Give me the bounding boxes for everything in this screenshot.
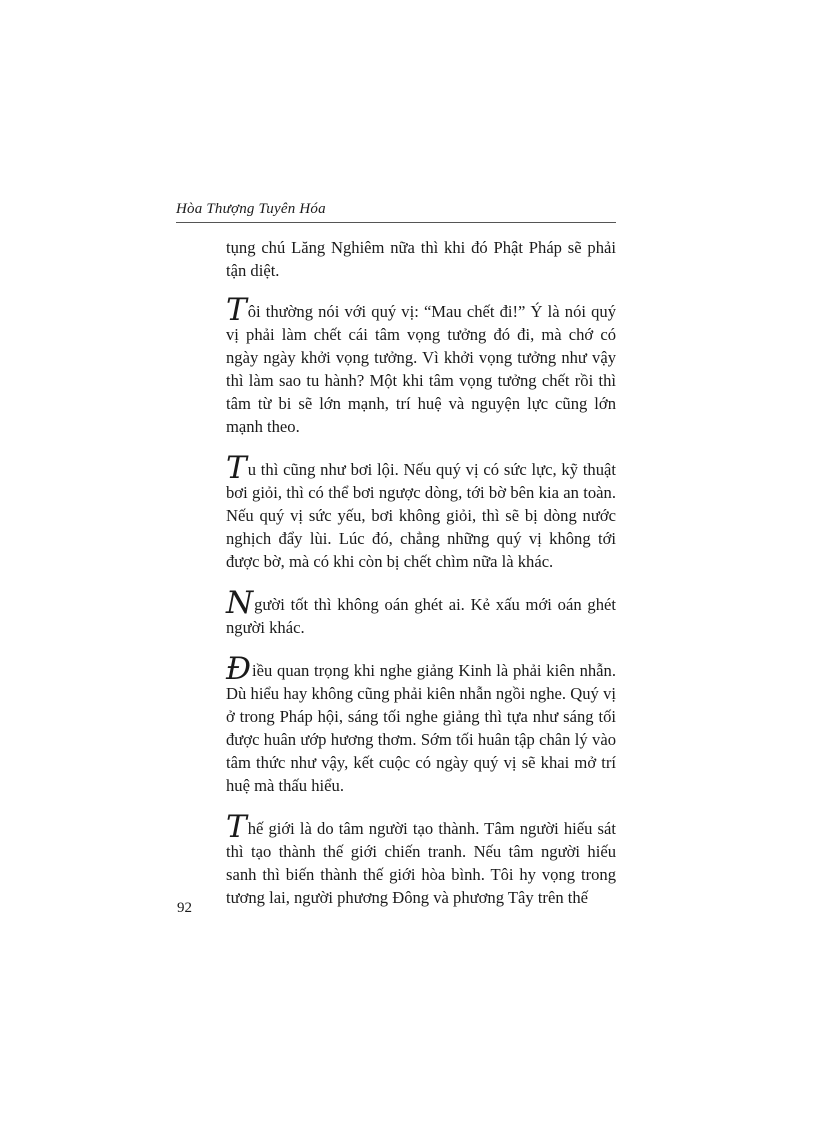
paragraph-2 (226, 292, 616, 438)
paragraph-text: u thì cũng như bơi lội. Nếu quý vị có sức lực, kỹ thuật bơi giỏi, thì có thể bơi ngược dòng, tới bờ bên kia an toàn. Nếu quý vị sức yếu, bơi không giỏi, thì sẽ bị dòng nước nghịch đẩy lùi. Lúc đó, chẳng những quý vị không tới được bờ, mà có khi còn bị chết chìm nữa là khác. (226, 460, 616, 571)
book-title: Hòa Thượng Tuyên Hóa (176, 201, 326, 217)
paragraph-4 (226, 585, 616, 639)
drop-cap: N (226, 585, 254, 621)
paragraph-3 (226, 450, 616, 573)
paragraph-text: hế giới là do tâm người tạo thành. Tâm người hiếu sát thì tạo thành thế giới chiến tranh. Nếu tâm người hiếu sanh thì biến thành thế giới hòa bình. Tôi hy vọng trong tương lai, người phương Đông và phương Tây trên thế (226, 819, 616, 907)
running-header (176, 200, 616, 223)
paragraph-5 (226, 651, 616, 797)
paragraph-1 (226, 236, 616, 282)
paragraph-text: gười tốt thì không oán ghét ai. Kẻ xấu mới oán ghét người khác. (226, 595, 616, 637)
paragraph-text: iều quan trọng khi nghe giảng Kinh là phải kiên nhẫn. Dù hiểu hay không cũng phải kiên nhẫn ngồi nghe. Quý vị ở trong Pháp hội, sáng tối nghe giảng thì tựa như sáng tối được huân ướp hương thơm. Sớm tối huân tập chân lý vào tâm thức như vậy, kết cuộc có ngày quý vị sẽ khai mở trí huệ mà thấu hiểu. (226, 661, 616, 795)
page-number: 92 (177, 900, 192, 916)
paragraph-text: ôi thường nói với quý vị: “Mau chết đi!” Ý là nói quý vị phải làm chết cái tâm vọng tưởng đó đi, mà chớ có ngày ngày khởi vọng tưởng. Vì khởi vọng tưởng như vậy thì làm sao tu hành? Một khi tâm vọng tưởng chết rồi thì tâm từ bi sẽ lớn mạnh, trí huệ và nguyện lực cũng lớn mạnh theo. (226, 302, 616, 436)
drop-cap: T (226, 809, 247, 845)
drop-cap: T (226, 292, 247, 328)
page-body (226, 236, 616, 926)
paragraph-text: tụng chú Lăng Nghiêm nữa thì khi đó Phật Pháp sẽ phải tận diệt. (226, 238, 616, 280)
drop-cap: T (226, 450, 247, 486)
drop-cap: Đ (226, 651, 252, 687)
paragraph-6 (226, 809, 616, 909)
